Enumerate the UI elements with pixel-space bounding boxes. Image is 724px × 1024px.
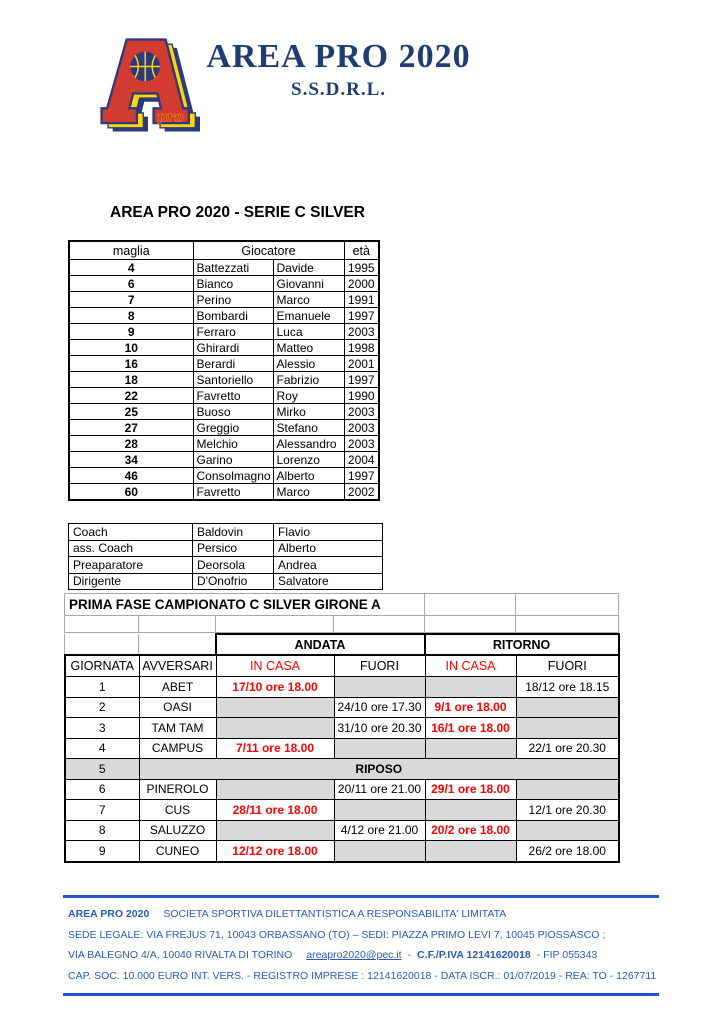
staff-firstname: Alberto: [274, 540, 383, 557]
andata-fuori-cell: [334, 841, 425, 862]
ritorno-fuori-cell: [516, 820, 619, 841]
andata-fuori-cell: 20/11 ore 21.00: [334, 779, 425, 800]
roster-row: [69, 420, 379, 436]
ritorno-fuori-cell: [516, 718, 619, 739]
footer-line-4: CAP. SOC. 10.000 EURO INT. VERS. - REGISTRO IMPRESE : 12141620018 - DATA ISCR.: 01/07/2019 - REA: TO - 1267711: [68, 969, 657, 982]
avversari-cell: OASI: [139, 697, 216, 718]
schedule-row: [65, 841, 619, 862]
player-birthyear: 2002: [344, 484, 379, 501]
roster-row: [69, 356, 379, 372]
empty-cell: [139, 616, 216, 633]
roster-row: [69, 388, 379, 404]
roster-row: [69, 292, 379, 308]
staff-lastname: Deorsola: [193, 557, 274, 574]
in-casa-andata-header: IN CASA: [216, 655, 334, 677]
player-lastname: Bombardi: [193, 308, 273, 324]
staff-role: Dirigente: [69, 573, 193, 590]
footer-sep: -: [407, 949, 412, 961]
staff-row: [69, 557, 383, 574]
player-number: 27: [69, 420, 193, 436]
player-birthyear: 2003: [344, 420, 379, 436]
ritorno-casa-cell: [425, 800, 516, 821]
andata-casa-cell: 17/10 ore 18.00: [216, 677, 334, 698]
ritorno-casa-cell: 20/2 ore 18.00: [425, 820, 516, 841]
player-number: 16: [69, 356, 193, 372]
player-lastname: Buoso: [193, 404, 273, 420]
schedule-section: [64, 593, 620, 863]
ritorno-fuori-cell: [516, 779, 619, 800]
roster-row: [69, 452, 379, 468]
player-number: 9: [69, 324, 193, 340]
player-firstname: Alberto: [273, 468, 344, 484]
ritorno-header: RITORNO: [425, 634, 619, 654]
schedule-row: [65, 738, 619, 759]
player-number: 8: [69, 308, 193, 324]
empty-cell: [65, 616, 139, 633]
empty-cell: [65, 634, 139, 654]
roster-row: [69, 340, 379, 356]
brand-block: [196, 38, 481, 101]
player-birthyear: 2003: [344, 436, 379, 452]
area-pro-logo: [96, 34, 200, 138]
andata-fuori-cell: [334, 738, 425, 759]
player-lastname: Ghirardi: [193, 340, 273, 356]
fuori-ritorno-header: FUORI: [516, 655, 619, 677]
player-lastname: Perino: [193, 292, 273, 308]
player-firstname: Giovanni: [273, 276, 344, 292]
player-number: 10: [69, 340, 193, 356]
andata-casa-cell: [216, 779, 334, 800]
roster-header-eta: età: [344, 241, 379, 260]
schedule-row: [65, 718, 619, 739]
logo-pro-script: pro: [157, 109, 184, 126]
staff-role: ass. Coach: [69, 540, 193, 557]
schedule-row: [65, 759, 619, 780]
riposo-cell: RIPOSO: [139, 759, 619, 780]
footer-fip: - FIP 055343: [536, 949, 598, 961]
empty-cell: [334, 616, 425, 633]
player-birthyear: 1990: [344, 388, 379, 404]
schedule-table: [64, 654, 620, 863]
player-birthyear: 1991: [344, 292, 379, 308]
player-birthyear: 1998: [344, 340, 379, 356]
roster-row: [69, 324, 379, 340]
avversari-cell: SALUZZO: [139, 820, 216, 841]
basketball-lines: [130, 52, 160, 82]
staff-lastname: Baldovin: [193, 524, 274, 541]
giornata-cell: 6: [65, 779, 139, 800]
staff-firstname: Salvatore: [274, 573, 383, 590]
giornata-cell: 8: [65, 820, 139, 841]
ritorno-fuori-cell: 12/1 ore 20.30: [516, 800, 619, 821]
giornata-cell: 4: [65, 738, 139, 759]
andata-fuori-cell: [334, 800, 425, 821]
player-birthyear: 1997: [344, 372, 379, 388]
roster-row: [69, 372, 379, 388]
avversari-cell: CAMPUS: [139, 738, 216, 759]
staff-role: Preaparatore: [69, 557, 193, 574]
player-firstname: Mirko: [273, 404, 344, 420]
avversari-cell: PINEROLO: [139, 779, 216, 800]
roster-row: [69, 436, 379, 452]
fuori-andata-header: FUORI: [334, 655, 425, 677]
schedule-title-table: [64, 593, 619, 633]
player-number: 46: [69, 468, 193, 484]
player-firstname: Fabrizio: [273, 372, 344, 388]
giornata-header: GIORNATA: [65, 655, 139, 677]
andata-ritorno-row: [65, 634, 619, 654]
empty-cell: [516, 594, 619, 616]
roster-table: [68, 240, 380, 501]
footer-piva: C.F./P.IVA 12141620018: [417, 949, 531, 961]
footer-company-type: SOCIETA SPORTIVA DILETTANTISTICA A RESPONSABILITA' LIMITATA: [163, 908, 507, 920]
staff-firstname: Andrea: [274, 557, 383, 574]
ritorno-casa-cell: 29/1 ore 18.00: [425, 779, 516, 800]
player-number: 25: [69, 404, 193, 420]
empty-cell: [425, 616, 516, 633]
schedule-row: [65, 800, 619, 821]
avversari-cell: ABET: [139, 677, 216, 698]
avversari-cell: CUS: [139, 800, 216, 821]
giornata-cell: 3: [65, 718, 139, 739]
staff-lastname: Persico: [193, 540, 274, 557]
roster-row: [69, 404, 379, 420]
ritorno-fuori-cell: 18/12 ore 18.15: [516, 677, 619, 698]
andata-fuori-cell: 4/12 ore 21.00: [334, 820, 425, 841]
andata-fuori-cell: 24/10 ore 17.30: [334, 697, 425, 718]
giornata-cell: 1: [65, 677, 139, 698]
player-firstname: Lorenzo: [273, 452, 344, 468]
player-firstname: Marco: [273, 292, 344, 308]
schedule-empty-row: [65, 616, 619, 633]
player-firstname: Stefano: [273, 420, 344, 436]
andata-fuori-cell: [334, 677, 425, 698]
empty-cell: [139, 634, 216, 654]
player-firstname: Marco: [273, 484, 344, 501]
schedule-phase-table: [64, 633, 620, 654]
player-lastname: Berardi: [193, 356, 273, 372]
empty-cell: [516, 616, 619, 633]
andata-casa-cell: [216, 718, 334, 739]
player-birthyear: 2001: [344, 356, 379, 372]
ritorno-casa-cell: [425, 738, 516, 759]
giornata-cell: 2: [65, 697, 139, 718]
player-firstname: Matteo: [273, 340, 344, 356]
footer-line-2: SEDE LEGALE: VIA FREJUS 71, 10043 ORBASSANO (TO) – SEDI: PIAZZA PRIMO LEVI 7, 10045 PIOSSASCO ;: [68, 928, 606, 941]
footer-line-3: [68, 945, 659, 966]
giornata-cell: 5: [65, 759, 139, 780]
andata-casa-cell: 28/11 ore 18.00: [216, 800, 334, 821]
staff-row: [69, 540, 383, 557]
empty-cell: [216, 616, 334, 633]
player-number: 34: [69, 452, 193, 468]
player-birthyear: 1997: [344, 468, 379, 484]
giornata-cell: 7: [65, 800, 139, 821]
avversari-cell: TAM TAM: [139, 718, 216, 739]
player-lastname: Favretto: [193, 388, 273, 404]
player-lastname: Ferraro: [193, 324, 273, 340]
player-birthyear: 2003: [344, 324, 379, 340]
player-number: 18: [69, 372, 193, 388]
footer-top-rule: [63, 895, 659, 898]
andata-header: ANDATA: [216, 634, 425, 654]
staff-firstname: Flavio: [274, 524, 383, 541]
player-lastname: Consolmagno: [193, 468, 273, 484]
player-lastname: Santoriello: [193, 372, 273, 388]
player-firstname: Emanuele: [273, 308, 344, 324]
player-firstname: Alessandro: [273, 436, 344, 452]
footer-text: [68, 904, 659, 986]
player-firstname: Davide: [273, 260, 344, 276]
player-lastname: Battezzati: [193, 260, 273, 276]
schedule-header-row: [65, 655, 619, 677]
ritorno-fuori-cell: 26/2 ore 18.00: [516, 841, 619, 862]
player-birthyear: 1997: [344, 308, 379, 324]
player-firstname: Roy: [273, 388, 344, 404]
roster-row: [69, 260, 379, 276]
player-number: 22: [69, 388, 193, 404]
player-birthyear: 2004: [344, 452, 379, 468]
footer-email-link[interactable]: areapro2020@pec.it: [306, 949, 402, 961]
schedule-row: [65, 820, 619, 841]
footer-company-name: AREA PRO 2020: [68, 908, 150, 920]
andata-casa-cell: 12/12 ore 18.00: [216, 841, 334, 862]
player-birthyear: 2000: [344, 276, 379, 292]
schedule-row: [65, 779, 619, 800]
roster-header-row: [69, 241, 379, 260]
schedule-title: PRIMA FASE CAMPIONATO C SILVER GIRONE A: [65, 594, 425, 616]
brand-title: AREA PRO 2020: [206, 38, 471, 75]
avversari-cell: CUNEO: [139, 841, 216, 862]
player-firstname: Luca: [273, 324, 344, 340]
footer-line-1: [68, 904, 659, 925]
player-number: 6: [69, 276, 193, 292]
giornata-cell: 9: [65, 841, 139, 862]
schedule-row: [65, 697, 619, 718]
roster-row: [69, 468, 379, 484]
player-birthyear: 2003: [344, 404, 379, 420]
player-number: 60: [69, 484, 193, 501]
andata-casa-cell: [216, 820, 334, 841]
player-lastname: Greggio: [193, 420, 273, 436]
staff-role: Coach: [69, 524, 193, 541]
player-firstname: Alessio: [273, 356, 344, 372]
staff-row: [69, 573, 383, 590]
empty-cell: [425, 594, 516, 616]
ritorno-casa-cell: 16/1 ore 18.00: [425, 718, 516, 739]
in-casa-ritorno-header: IN CASA: [425, 655, 516, 677]
brand-subtitle: S.S.D.R.L.: [291, 79, 386, 100]
staff-lastname: D'Onofrio: [193, 573, 274, 590]
schedule-row: [65, 677, 619, 698]
footer-address: VIA BALEGNO 4/A, 10040 RIVALTA DI TORINO: [68, 949, 293, 961]
andata-casa-cell: 7/11 ore 18.00: [216, 738, 334, 759]
roster-header-giocatore: Giocatore: [193, 241, 344, 260]
footer-bottom-rule: [63, 993, 659, 996]
ritorno-fuori-cell: 22/1 ore 20.30: [516, 738, 619, 759]
player-lastname: Bianco: [193, 276, 273, 292]
player-number: 28: [69, 436, 193, 452]
section-title: AREA PRO 2020 - SERIE C SILVER: [110, 204, 365, 221]
player-lastname: Garino: [193, 452, 273, 468]
player-lastname: Melchio: [193, 436, 273, 452]
player-number: 4: [69, 260, 193, 276]
roster-header-maglia: maglia: [69, 241, 193, 260]
ritorno-casa-cell: 9/1 ore 18.00: [425, 697, 516, 718]
ritorno-casa-cell: [425, 677, 516, 698]
player-number: 7: [69, 292, 193, 308]
staff-row: [69, 524, 383, 541]
andata-casa-cell: [216, 697, 334, 718]
andata-fuori-cell: 31/10 ore 20.30: [334, 718, 425, 739]
avversari-header: AVVERSARI: [139, 655, 216, 677]
roster-row: [69, 484, 379, 501]
player-lastname: Favretto: [193, 484, 273, 501]
ritorno-casa-cell: [425, 841, 516, 862]
staff-table: [68, 523, 383, 590]
roster-row: [69, 308, 379, 324]
ritorno-fuori-cell: [516, 697, 619, 718]
footer: [63, 895, 659, 996]
player-birthyear: 1995: [344, 260, 379, 276]
roster-row: [69, 276, 379, 292]
schedule-title-row: [65, 594, 619, 616]
